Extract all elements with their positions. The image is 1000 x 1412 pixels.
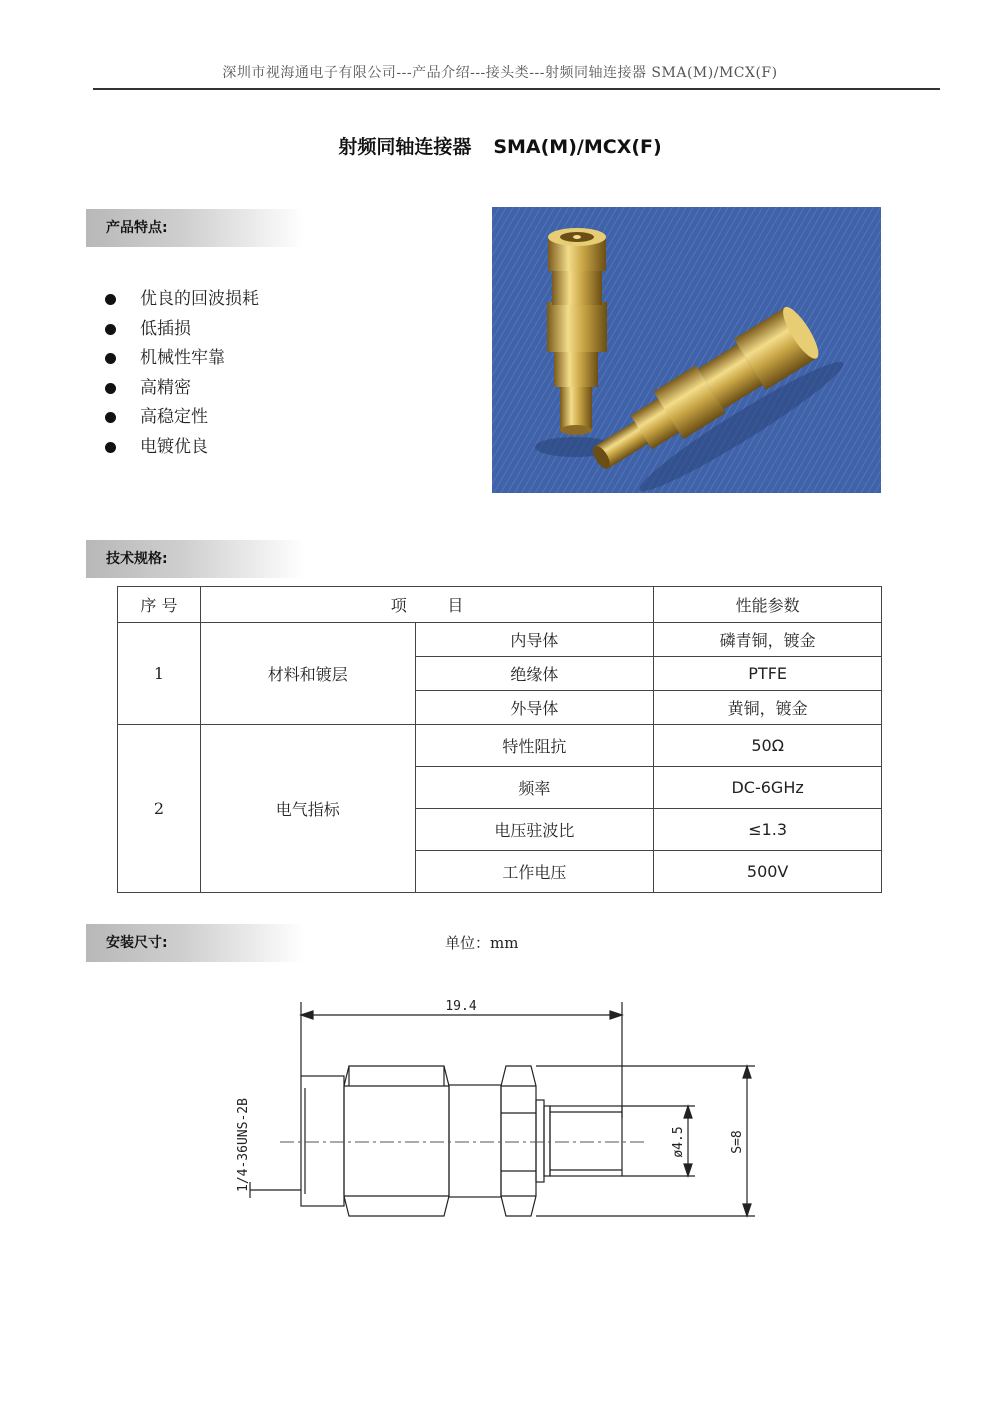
feature-item: 低插损 bbox=[105, 315, 259, 345]
spec-item: 特性阻抗 bbox=[415, 725, 654, 767]
bullet-icon bbox=[105, 353, 116, 364]
spec-value: 500V bbox=[654, 851, 882, 893]
spec-table bbox=[117, 586, 882, 893]
dimension-drawing bbox=[225, 990, 765, 1244]
bullet-icon bbox=[105, 324, 116, 335]
install-heading: 安装尺寸: bbox=[86, 924, 304, 962]
hex-dimension: S=8 bbox=[730, 1130, 745, 1154]
spec-item: 工作电压 bbox=[415, 851, 654, 893]
spec-item: 内导体 bbox=[415, 623, 654, 657]
features-heading: 产品特点: bbox=[86, 209, 304, 247]
feature-list bbox=[105, 285, 259, 462]
spec-value: DC-6GHz bbox=[654, 767, 882, 809]
spec-value: PTFE bbox=[654, 657, 882, 691]
spec-value: 50Ω bbox=[654, 725, 882, 767]
col-header-no: 序 号 bbox=[118, 587, 201, 623]
group-number: 2 bbox=[118, 725, 201, 893]
product-photo bbox=[492, 207, 881, 493]
feature-item: 高稳定性 bbox=[105, 403, 259, 433]
spec-item: 绝缘体 bbox=[415, 657, 654, 691]
feature-item: 机械性牢靠 bbox=[105, 344, 259, 374]
page-header: 深圳市视海通电子有限公司---产品介绍---接头类---射频同轴连接器 SMA(M)/MCX(F) bbox=[222, 65, 778, 81]
title-model: SMA(M)/MCX(F) bbox=[493, 136, 662, 158]
spec-value: ≤1.3 bbox=[654, 809, 882, 851]
group-name: 电气指标 bbox=[200, 725, 415, 893]
thread-dimension: 1/4-36UNS-2B bbox=[236, 1098, 251, 1192]
group-name: 材料和镀层 bbox=[200, 623, 415, 725]
spec-item: 电压驻波比 bbox=[415, 809, 654, 851]
spec-item: 外导体 bbox=[415, 691, 654, 725]
specs-heading: 技术规格: bbox=[86, 540, 304, 578]
diameter-dimension: ø4.5 bbox=[671, 1126, 686, 1158]
col-header-value: 性能参数 bbox=[654, 587, 882, 623]
spec-item: 频率 bbox=[415, 767, 654, 809]
spec-value: 黄铜，镀金 bbox=[654, 691, 882, 725]
title-name: 射频同轴连接器 bbox=[338, 136, 472, 158]
bullet-icon bbox=[105, 383, 116, 394]
group-number: 1 bbox=[118, 623, 201, 725]
feature-item: 优良的回波损耗 bbox=[105, 285, 259, 315]
unit-label: 单位：mm bbox=[445, 934, 519, 952]
table-row bbox=[118, 725, 882, 767]
table-row bbox=[118, 623, 882, 657]
page-title bbox=[0, 132, 1000, 159]
length-dimension: 19.4 bbox=[445, 999, 477, 1014]
bullet-icon bbox=[105, 442, 116, 453]
feature-item: 电镀优良 bbox=[105, 433, 259, 463]
feature-item: 高精密 bbox=[105, 374, 259, 404]
col-header-item: 项 目 bbox=[200, 587, 653, 623]
bullet-icon bbox=[105, 412, 116, 423]
header-divider bbox=[93, 88, 940, 90]
table-header-row bbox=[118, 587, 882, 623]
spec-value: 磷青铜，镀金 bbox=[654, 623, 882, 657]
bullet-icon bbox=[105, 294, 116, 305]
